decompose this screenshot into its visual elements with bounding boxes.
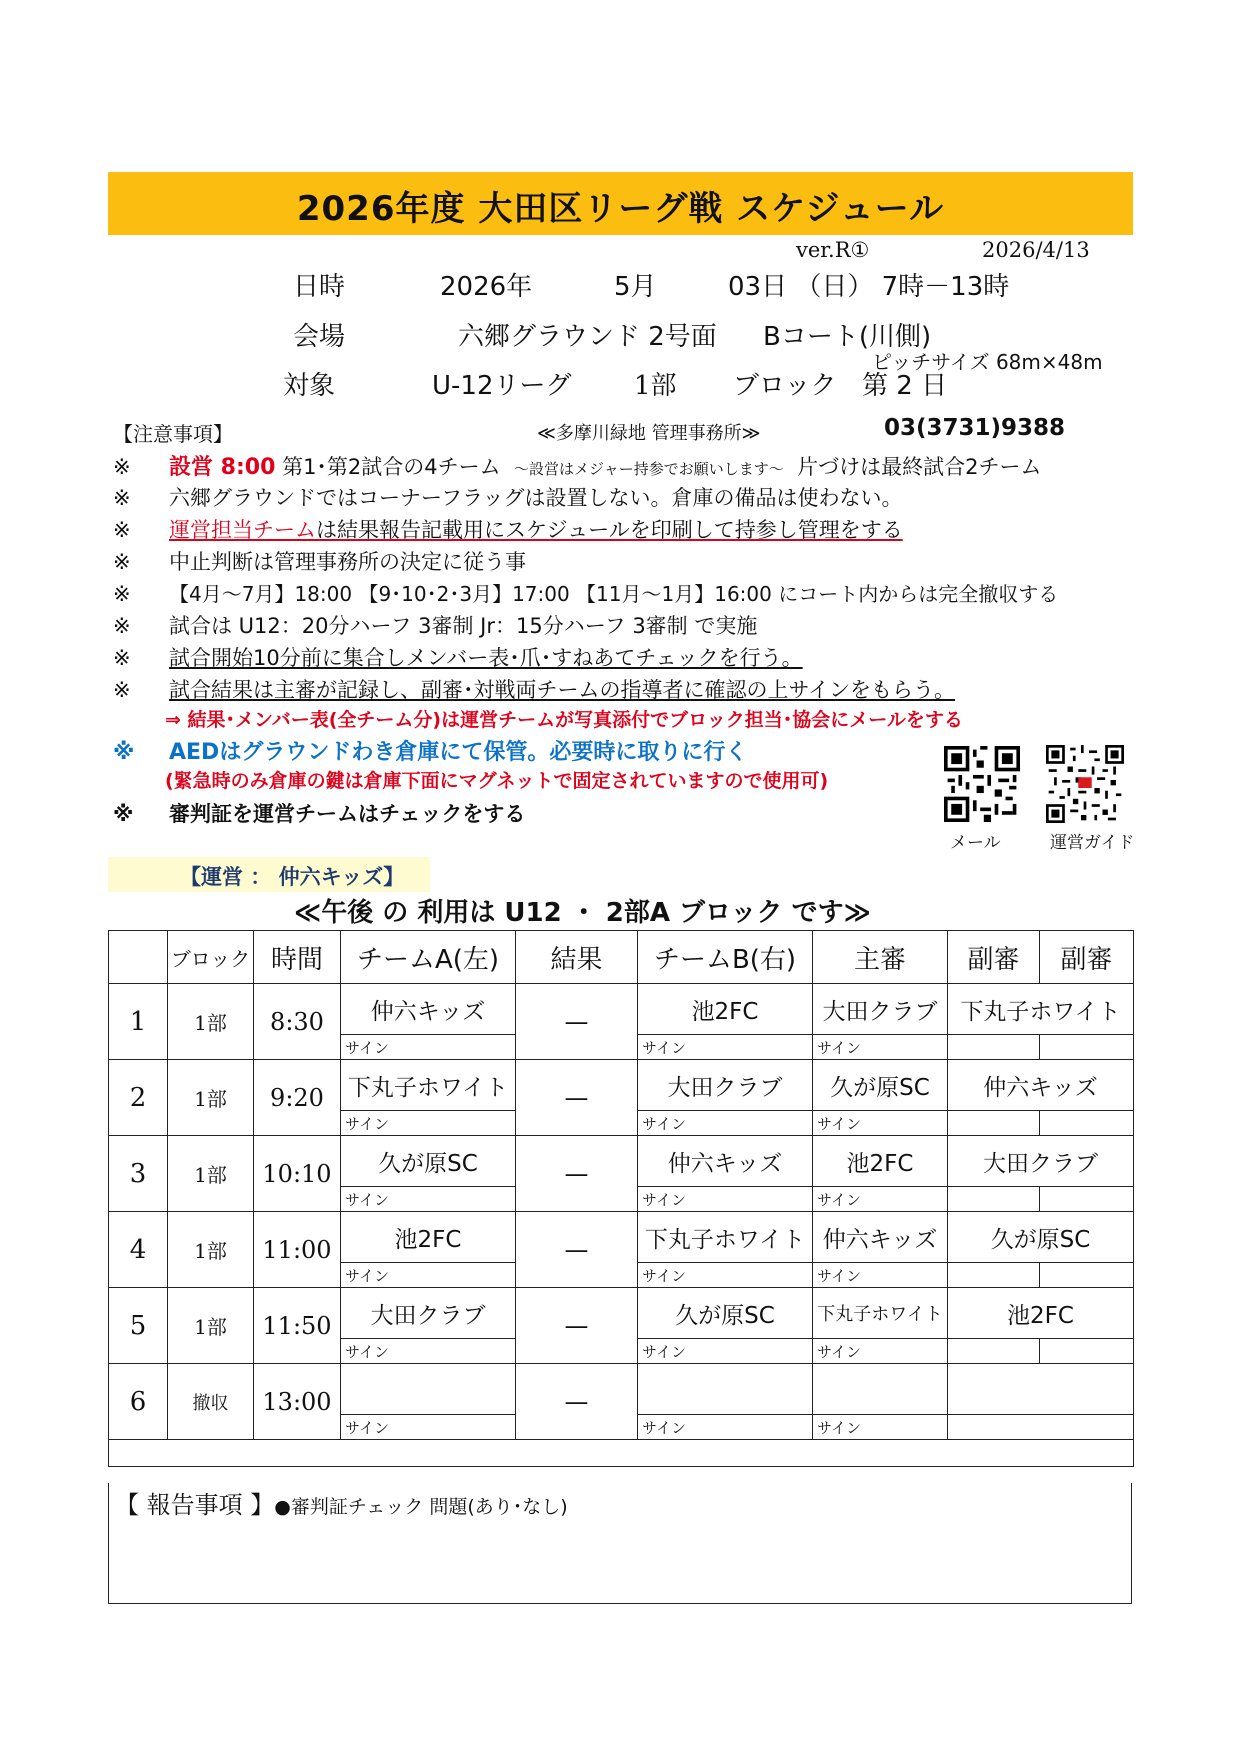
match-block: 1部 (168, 1212, 254, 1288)
team-a (341, 1364, 516, 1415)
header-cell: 時間 (254, 931, 341, 984)
note-text: は結果報告記載用にスケジュールを印刷して持参し管理をする (316, 518, 903, 542)
match-time: 9:20 (254, 1060, 341, 1136)
assistant-referee: 仲六キッズ (948, 1060, 1134, 1111)
note-match-format (113, 610, 757, 640)
match-result[interactable]: — (516, 1136, 638, 1212)
sign-referee[interactable]: サイン (813, 1263, 948, 1288)
match-number: 1 (109, 984, 168, 1060)
team-b: 久が原SC (638, 1288, 813, 1339)
table-row (109, 984, 1134, 1035)
header-cell (109, 931, 168, 984)
match-block: 1部 (168, 984, 254, 1060)
sign-team-a[interactable]: サイン (341, 1187, 516, 1212)
header-cell: 副審 (1040, 931, 1134, 984)
sign-assistant-2[interactable] (1040, 1187, 1134, 1212)
datetime-label: 日時 (293, 272, 346, 302)
match-time: 13:00 (254, 1364, 341, 1440)
match-result[interactable]: — (516, 1288, 638, 1364)
note-mark: ※ (113, 646, 131, 670)
operation-team-box (108, 857, 430, 892)
report-section[interactable] (108, 1483, 1132, 1604)
report-label (115, 1485, 568, 1520)
sign-team-a[interactable]: サイン (341, 1035, 516, 1060)
note-withdrawal-time (113, 578, 1138, 607)
note-corner-flag (113, 482, 903, 512)
note-operation-team (113, 514, 903, 544)
office-name: ≪多摩川緑地 管理事務所≫ (537, 423, 761, 444)
block-label: ブロック (733, 371, 837, 401)
target-label: 対象 (283, 371, 336, 401)
assistant-referee: 久が原SC (948, 1212, 1134, 1263)
qr-code-icon (1046, 744, 1124, 824)
page-title: 2026年度 大田区リーグ戦 スケジュール (296, 189, 945, 229)
note-text: 試合結果は主審が記録し、副審･対戦両チームの指導者に確認の上サインをもらう。 (169, 678, 956, 702)
main-referee: 池2FC (813, 1136, 948, 1187)
match-time: 10:10 (254, 1136, 341, 1212)
guide-qr-label: 運営ガイド (1050, 833, 1135, 853)
pitch-size: ピッチサイズ 68m×48m (872, 350, 1103, 374)
main-referee: 下丸子ホワイト (813, 1288, 948, 1339)
report-title: 【 報告事項 】 (115, 1491, 275, 1519)
sign-team-b[interactable]: サイン (638, 1339, 813, 1364)
match-number: 5 (109, 1288, 168, 1364)
match-number: 6 (109, 1364, 168, 1440)
main-referee: 久が原SC (813, 1060, 948, 1111)
note-aed (113, 735, 747, 766)
operation-team: 【運営 ： 仲六キッズ】 (180, 865, 405, 889)
note-mark: ※ (113, 455, 131, 479)
sign-assistant-2[interactable] (1040, 1263, 1134, 1288)
header-cell: ブロック (168, 931, 254, 984)
note-text: 試合開始10分前に集合しメンバー表･爪･すねあてチェックを行う。 (169, 646, 803, 670)
title-bar (108, 172, 1133, 235)
team-a: 池2FC (341, 1212, 516, 1263)
sign-team-a[interactable]: サイン (341, 1415, 516, 1440)
league: U-12リーグ (432, 371, 572, 401)
setup-time: 設営 8:00 (169, 455, 276, 480)
sign-assistant-2[interactable] (1040, 1111, 1134, 1136)
notes-header: 【注意事項】 (113, 422, 233, 446)
header-cell: チームB(右) (638, 931, 813, 984)
note-cancellation (113, 546, 526, 576)
note-referee-card (113, 798, 525, 828)
month: 5月 (614, 272, 657, 302)
note-gather (113, 642, 803, 672)
guide-qr-code[interactable] (1046, 744, 1124, 824)
sign-assistant-2[interactable] (1040, 1339, 1134, 1364)
match-number: 2 (109, 1060, 168, 1136)
sign-referee[interactable]: サイン (813, 1111, 948, 1136)
match-result[interactable]: — (516, 1212, 638, 1288)
note-text: 審判証を運営チームはチェックをする (169, 802, 526, 826)
mail-qr-label: メール (950, 833, 1001, 853)
court: Bコート(川側) (763, 322, 932, 352)
afternoon-use: ≪午後 の 利用は U12 ・ 2部A ブロック です≫ (294, 898, 871, 928)
assistant-referee: 下丸子ホワイト (948, 984, 1134, 1035)
assistant-referee: 大田クラブ (948, 1136, 1134, 1187)
operation-team-term: 運営担当チーム (169, 518, 316, 542)
note-text: AEDはグラウンドわき倉庫にて保管。必要時に取りに行く (169, 740, 748, 765)
main-referee: 仲六キッズ (813, 1212, 948, 1263)
sign-team-b[interactable]: サイン (638, 1111, 813, 1136)
note-text: 六郷グラウンドではコーナーフラッグは設置しない。倉庫の備品は使わない。 (169, 486, 903, 510)
team-a: 下丸子ホワイト (341, 1060, 516, 1111)
issue-date: 2026/4/13 (982, 238, 1090, 262)
header-cell: 副審 (948, 931, 1040, 984)
table-row (109, 1212, 1134, 1263)
note-text: 【4月～7月】18:00 【9･10･2･3月】17:00 【11月～1月】16:00 にコート内からは完全撤収する (169, 582, 1059, 606)
sign-team-b[interactable]: サイン (638, 1187, 813, 1212)
assistant-referee (948, 1364, 1134, 1415)
main-referee (813, 1364, 948, 1415)
office-phone: 03(3731)9388 (884, 415, 1066, 441)
note-text: 試合は U12：20分ハーフ 3審制 Jr：15分ハーフ 3審制 で実施 (169, 614, 758, 638)
report-text: ●審判証チェック 問題(あり･なし) (274, 1496, 568, 1518)
sign-assistant[interactable] (948, 1415, 1134, 1440)
table-row (109, 1136, 1134, 1187)
division: 1部 (634, 371, 677, 401)
sign-team-b[interactable]: サイン (638, 1035, 813, 1060)
team-b (638, 1364, 813, 1415)
day-time: 03日 （日） 7時－13時 (728, 272, 1010, 302)
cleanup: 片づけは最終試合2チーム (797, 455, 1042, 479)
assistant-referee: 池2FC (948, 1288, 1134, 1339)
sign-referee[interactable]: サイン (813, 1415, 948, 1440)
round: 第 2 日 (862, 371, 948, 401)
match-result[interactable]: — (516, 1060, 638, 1136)
match-number: 3 (109, 1136, 168, 1212)
match-block: 1部 (168, 1136, 254, 1212)
note-mark: ※ (113, 486, 131, 510)
sign-referee[interactable]: サイン (813, 1187, 948, 1212)
match-result[interactable]: — (516, 1364, 638, 1440)
version: ver.R① (796, 238, 870, 262)
table-row (109, 1060, 1134, 1111)
blank-row (109, 1440, 1134, 1467)
note-setup (113, 450, 1138, 481)
table-row (109, 1364, 1134, 1415)
note-text: 中止判断は管理事務所の決定に従う事 (169, 550, 526, 574)
main-referee: 大田クラブ (813, 984, 948, 1035)
venue-label: 会場 (293, 322, 346, 352)
match-result[interactable]: — (516, 984, 638, 1060)
setup-measure: ～設営はメジャー持参でお願いします～ (514, 460, 784, 478)
setup-teams: 第1･第2試合の4チーム (275, 455, 501, 479)
sign-team-b[interactable]: サイン (638, 1263, 813, 1288)
match-block: 撤収 (168, 1364, 254, 1440)
note-mark: ※ (113, 614, 131, 638)
team-b: 池2FC (638, 984, 813, 1035)
venue: 六郷グラウンド 2号面 (458, 322, 717, 352)
sign-assistant-1[interactable] (948, 1035, 1040, 1060)
sign-referee[interactable]: サイン (813, 1339, 948, 1364)
mail-qr-code[interactable] (944, 746, 1020, 822)
sign-team-a[interactable]: サイン (341, 1111, 516, 1136)
note-mark: ※ (113, 582, 131, 606)
table-row (109, 1288, 1134, 1339)
match-block: 1部 (168, 1288, 254, 1364)
schedule-table (108, 930, 1134, 1467)
sign-team-b[interactable]: サイン (638, 1415, 813, 1440)
team-a: 大田クラブ (341, 1288, 516, 1339)
year: 2026年 (440, 272, 533, 302)
header-cell: 結果 (516, 931, 638, 984)
match-time: 11:50 (254, 1288, 341, 1364)
sign-assistant-1[interactable] (948, 1263, 1040, 1288)
sign-team-a[interactable]: サイン (341, 1263, 516, 1288)
table-header-row (109, 931, 1134, 984)
team-a: 久が原SC (341, 1136, 516, 1187)
sign-assistant-2[interactable] (1040, 1035, 1134, 1060)
team-b: 大田クラブ (638, 1060, 813, 1111)
note-email-report: ⇒ 結果･メンバー表(全チーム分)は運営チームが写真添付でブロック担当･協会にメールをする (165, 709, 963, 731)
blank-cell (109, 1440, 1134, 1467)
team-a: 仲六キッズ (341, 984, 516, 1035)
sign-assistant-1[interactable] (948, 1339, 1040, 1364)
note-mark: ※ (113, 518, 131, 542)
sign-team-a[interactable]: サイン (341, 1339, 516, 1364)
sign-referee[interactable]: サイン (813, 1035, 948, 1060)
match-time: 8:30 (254, 984, 341, 1060)
note-mark: ※ (113, 550, 131, 574)
header-cell: 主審 (813, 931, 948, 984)
sign-assistant-1[interactable] (948, 1187, 1040, 1212)
note-result (113, 674, 955, 704)
match-number: 4 (109, 1212, 168, 1288)
team-b: 下丸子ホワイト (638, 1212, 813, 1263)
qr-code-icon (944, 746, 1020, 822)
note-mark: ※ (113, 802, 134, 826)
header-cell: チームA(左) (341, 931, 516, 984)
match-block: 1部 (168, 1060, 254, 1136)
sign-assistant-1[interactable] (948, 1111, 1040, 1136)
match-time: 11:00 (254, 1212, 341, 1288)
note-mark: ※ (113, 678, 131, 702)
team-b: 仲六キッズ (638, 1136, 813, 1187)
note-mark: ※ (113, 740, 135, 765)
note-key: (緊急時のみ倉庫の鍵は倉庫下面にマグネットで固定されていますので使用可) (165, 770, 829, 792)
